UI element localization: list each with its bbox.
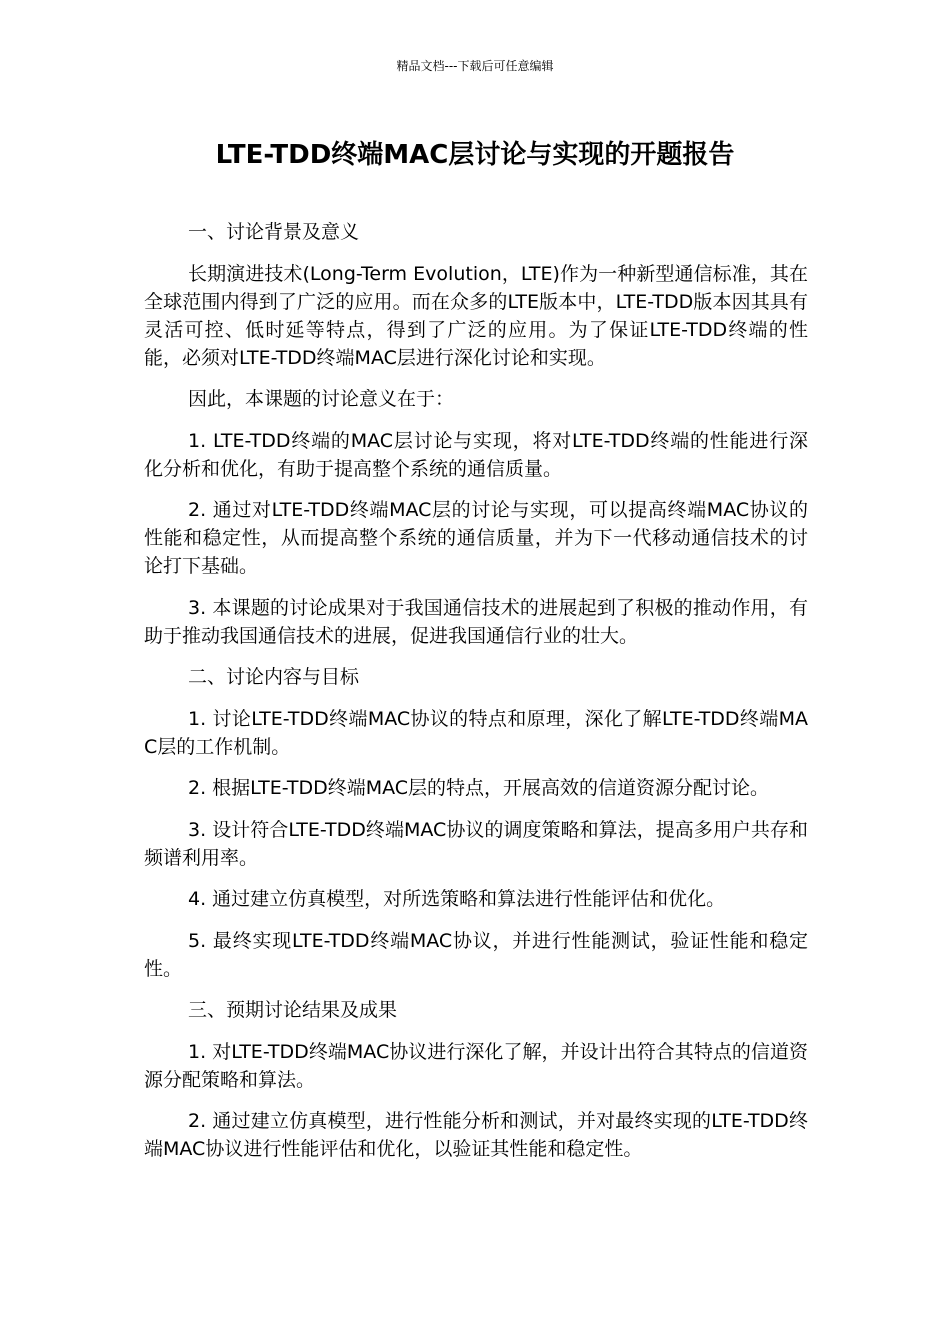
list-item-goal-5: 5. 最终实现LTE-TDD终端MAC协议，并进行性能测试，验证性能和稳定性。 <box>144 929 808 980</box>
list-item-goal-4: 4. 通过建立仿真模型，对所选策略和算法进行性能评估和优化。 <box>188 888 726 910</box>
list-item-significance-2: 2. 通过对LTE-TDD终端MAC层的讨论与实现，可以提高终端MAC协议的性能和稳定性，从而提高整个系统的通信质量，并为下一代移动通信技术的讨论打下基础。 <box>144 499 808 577</box>
list-item-goal-2: 2. 根据LTE-TDD终端MAC层的特点，开展高效的信道资源分配讨论。 <box>188 777 770 799</box>
document-title: LTE-TDD终端MAC层讨论与实现的开题报告 <box>215 140 735 170</box>
section-heading-background: 一、讨论背景及意义 <box>188 221 360 243</box>
section-heading-expected-results: 三、预期讨论结果及成果 <box>188 999 398 1021</box>
list-item-goal-3: 3. 设计符合LTE-TDD终端MAC协议的调度策略和算法，提高多用户共存和频谱利用率。 <box>144 818 808 869</box>
section-heading-content-goals: 二、讨论内容与目标 <box>188 666 360 688</box>
paragraph-significance-intro: 因此，本课题的讨论意义在于： <box>188 388 455 410</box>
paragraph-background: 长期演进技术(Long-Term Evolution，LTE)作为一种新型通信标准，其在全球范围内得到了广泛的应用。而在众多的LTE版本中，LTE-TDD版本因其具有灵活可控、低时延等特点，得到了广泛的应用。为了保证LTE-TDD终端的性能，必须对LTE-TDD终端MAC层进行深化讨论和实现。 <box>144 262 808 369</box>
document-body <box>144 218 808 1177</box>
list-item-result-1: 1. 对LTE-TDD终端MAC协议进行深化了解，并设计出符合其特点的信道资源分配策略和算法。 <box>144 1040 808 1091</box>
list-item-goal-1: 1. 讨论LTE-TDD终端MAC协议的特点和原理，深化了解LTE-TDD终端MAC层的工作机制。 <box>144 707 808 758</box>
page-header-note: 精品文档---下载后可任意编辑 <box>396 59 554 73</box>
list-item-significance-1: 1. LTE-TDD终端的MAC层讨论与实现，将对LTE-TDD终端的性能进行深化分析和优化，有助于提高整个系统的通信质量。 <box>144 429 808 480</box>
list-item-result-2: 2. 通过建立仿真模型，进行性能分析和测试，并对最终实现的LTE-TDD终端MAC协议进行性能评估和优化，以验证其性能和稳定性。 <box>144 1110 808 1160</box>
list-item-significance-3: 3. 本课题的讨论成果对于我国通信技术的进展起到了积极的推动作用，有助于推动我国通信技术的进展，促进我国通信行业的壮大。 <box>144 596 808 647</box>
